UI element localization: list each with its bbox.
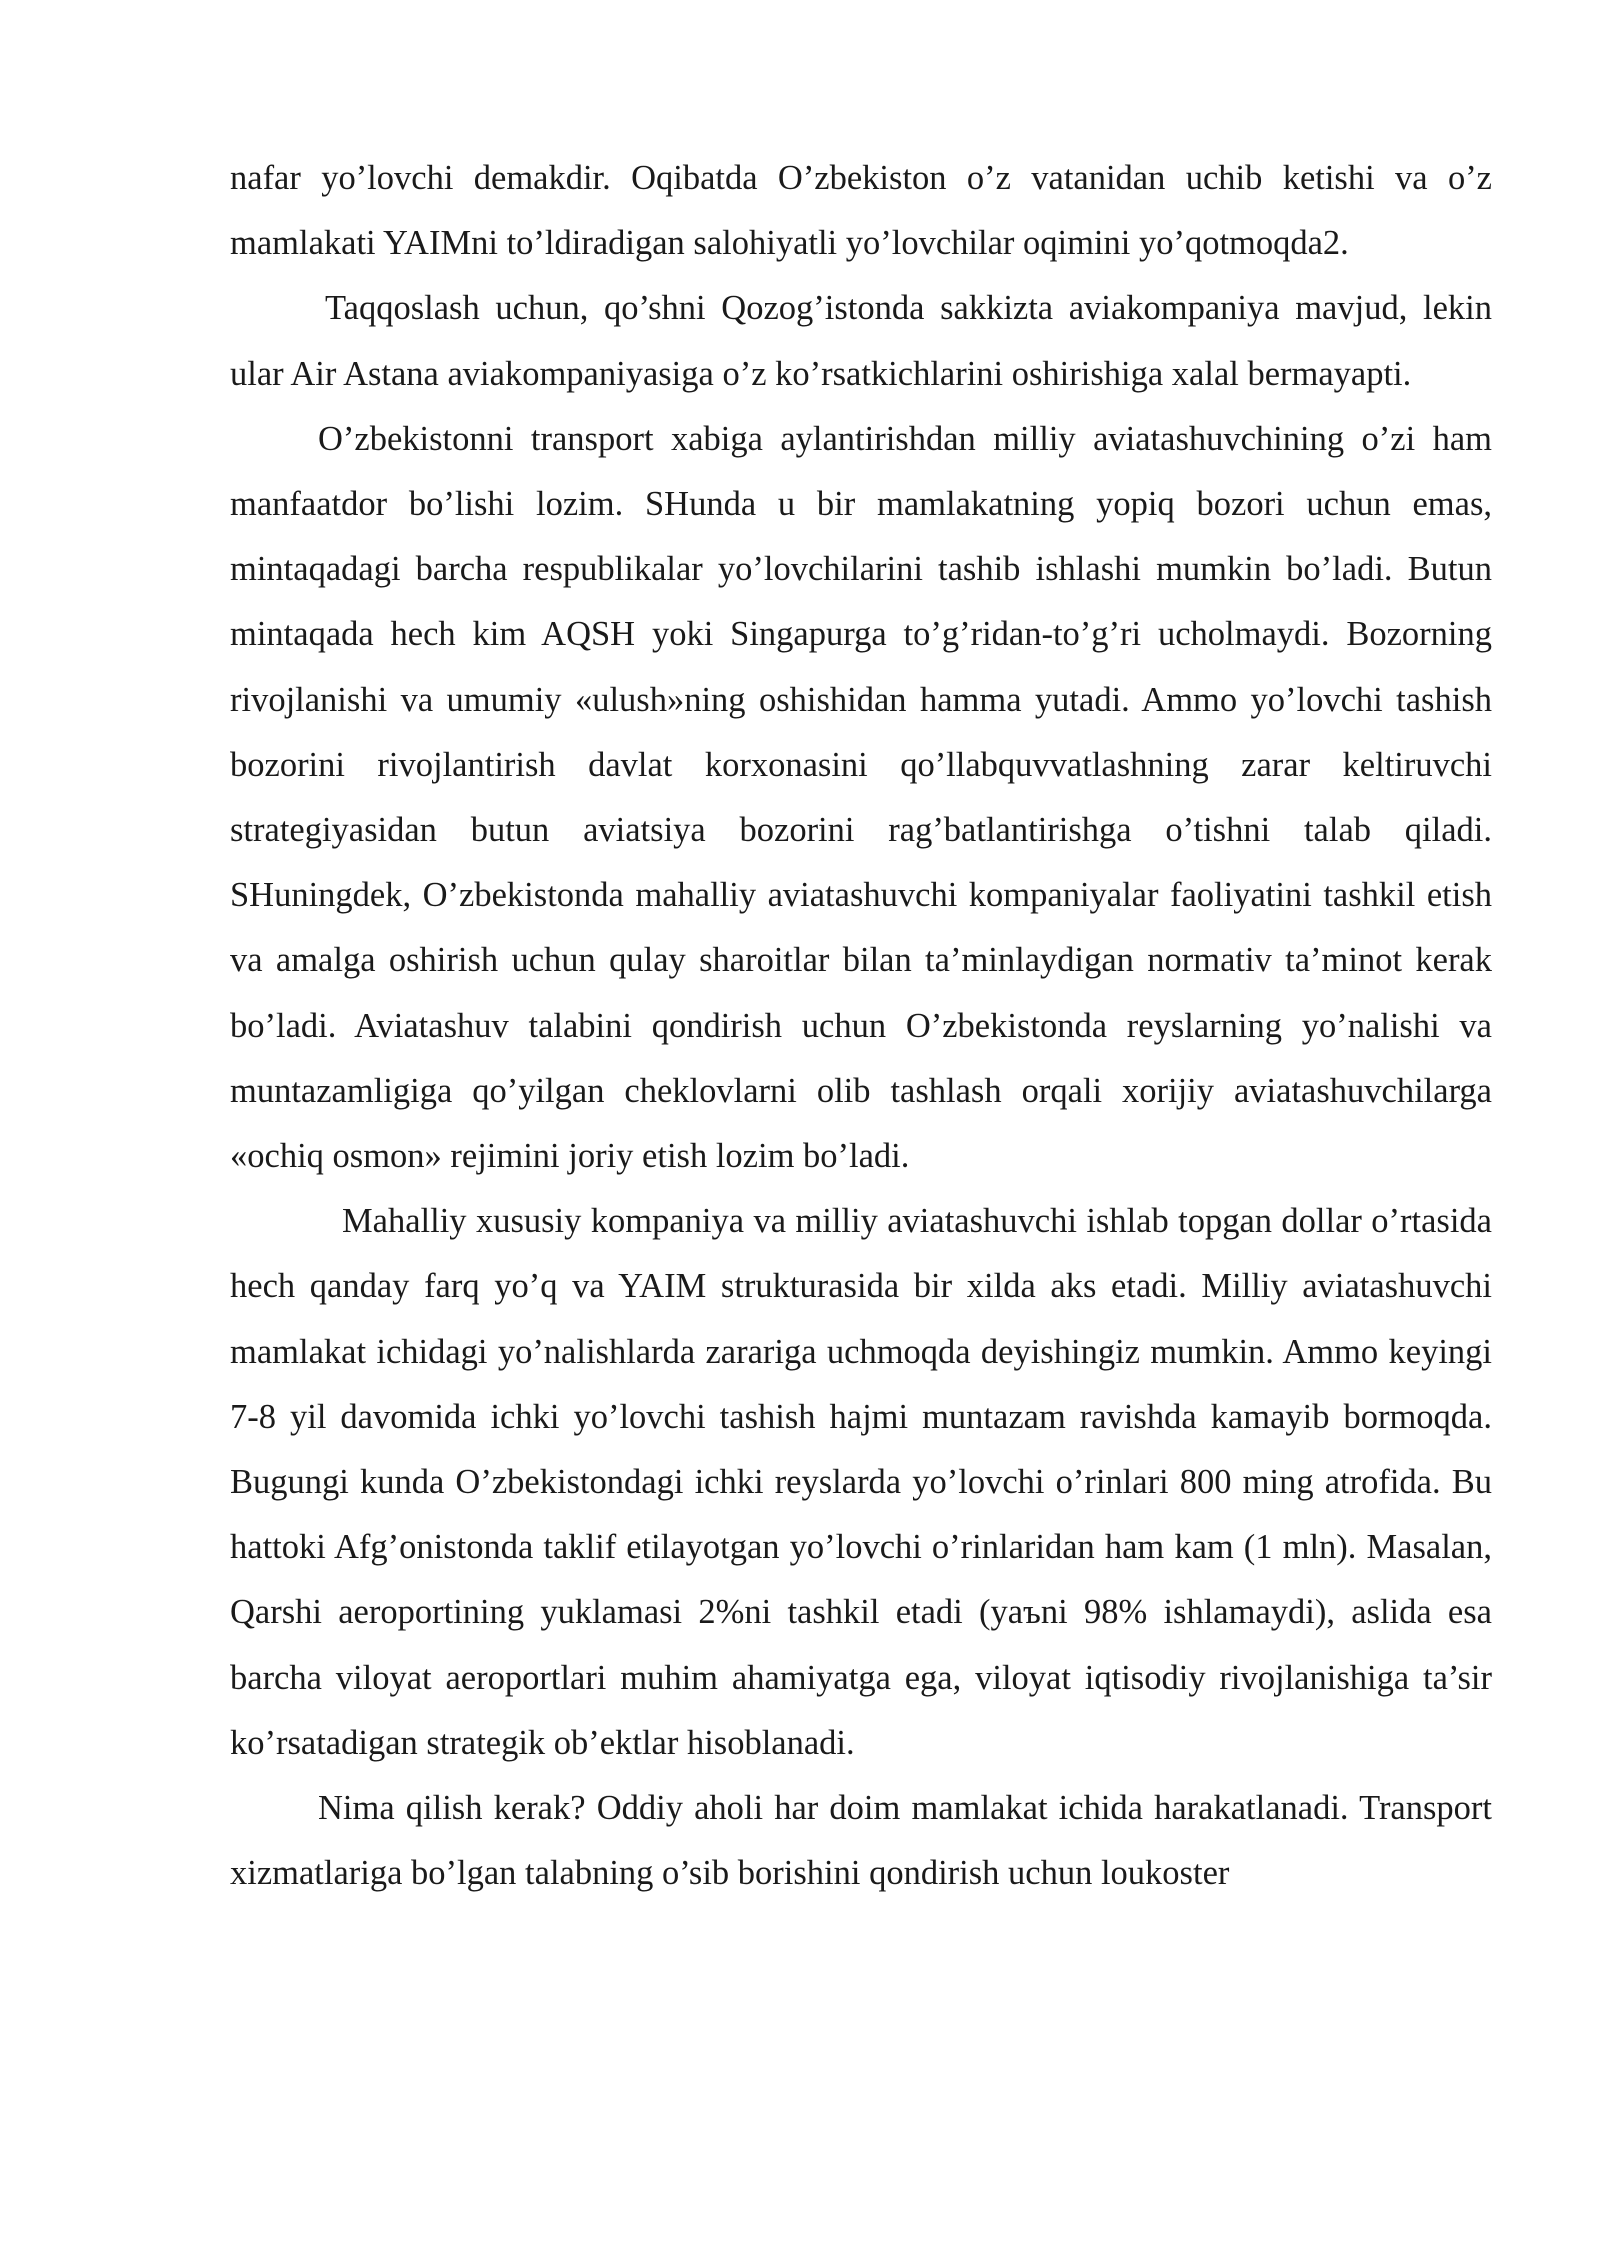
paragraph-continuation: nafar yo’lovchi demakdir. Oqibatda O’zbekiston o’z vatanidan uchib ketishi va o’z mamlakati YAIMni to’ldiradigan salohiyatli yo’lovchilar oqimini yo’qotmoqda2.: [230, 159, 1492, 263]
paragraph-transport-hub: O’zbekistonni transport xabiga aylantirishdan milliy aviatashuvchining o’zi ham manfaatdor bo’lishi lozim. SHunda u bir mamlakatning yopiq bozori uchun emas, mintaqadagi barcha respublikalar yo’lovchilarini tashib ishlashi mumkin bo’ladi. Butun mintaqada hech kim AQSH yoki Singapurga to’g’ridan-to’g’ri ucholmaydi. Bozorning rivojlanishi va umumiy «ulush»ning oshishidan hamma yutadi. Ammo yo’lovchi tashish bozorini rivojlantirish davlat korxonasini qo’llabquvvatlashning zarar keltiruvchi strategiyasidan butun aviatsiya bozorini rag’batlantirishga o’tishni talab qiladi. SHuningdek, O’zbekistonda mahalliy aviatashuvchi kompaniyalar faoliyatini tashkil etish va amalga oshirish uchun qulay sharoitlar bilan ta’minlaydigan normativ ta’minot kerak bo’ladi. Aviatashuv talabini qondirish uchun O’zbekistonda reyslarning yo’nalishi va muntazamligiga qo’yilgan cheklovlarni olib tashlash orqali xorijiy aviatashuvchilarga «ochiq osmon» rejimini joriy etish lozim bo’ladi.: [230, 419, 1492, 1176]
paragraph-comparison: Taqqoslash uchun, qo’shni Qozog’istonda sakkizta aviakompaniya mavjud, lekin ular Air Astana aviakompaniyasiga o’z ko’rsatkichlarini oshirishiga xalal bermayapti.: [230, 289, 1492, 393]
paragraph-domestic-flights: Mahalliy xususiy kompaniya va milliy aviatashuvchi ishlab topgan dollar o’rtasida hech qanday farq yo’q va YAIM strukturasida bir xilda aks etadi. Milliy aviatashuvchi mamlakat ichidagi yo’nalishlarda zarariga uchmoqda deyishingiz mumkin. Ammo keyingi 7-8 yil davomida ichki yo’lovchi tashish hajmi muntazam ravishda kamayib bormoqda. Bugungi kunda O’zbekistondagi ichki reyslarda yo’lovchi o’rinlari 800 ming atrofida. Bu hattoki Afg’onistonda taklif etilayotgan yo’lovchi o’rinlaridan ham kam (1 mln). Masalan, Qarshi aeroportining yuklamasi 2%ni tashkil etadi (yaъni 98% ishlamaydi), aslida esa barcha viloyat aeroportlari muhim ahamiyatga ega, viloyat iqtisodiy rivojlanishiga ta’sir ko’rsatadigan strategik ob’ektlar hisoblanadi.: [230, 1202, 1492, 1762]
paragraph-what-to-do: Nima qilish kerak? Oddiy aholi har doim mamlakat ichida harakatlanadi. Transport xizmatlariga bo’lgan talabning o’sib borishini qondirish uchun loukoster: [230, 1789, 1492, 1893]
document-body: [230, 146, 1492, 1906]
